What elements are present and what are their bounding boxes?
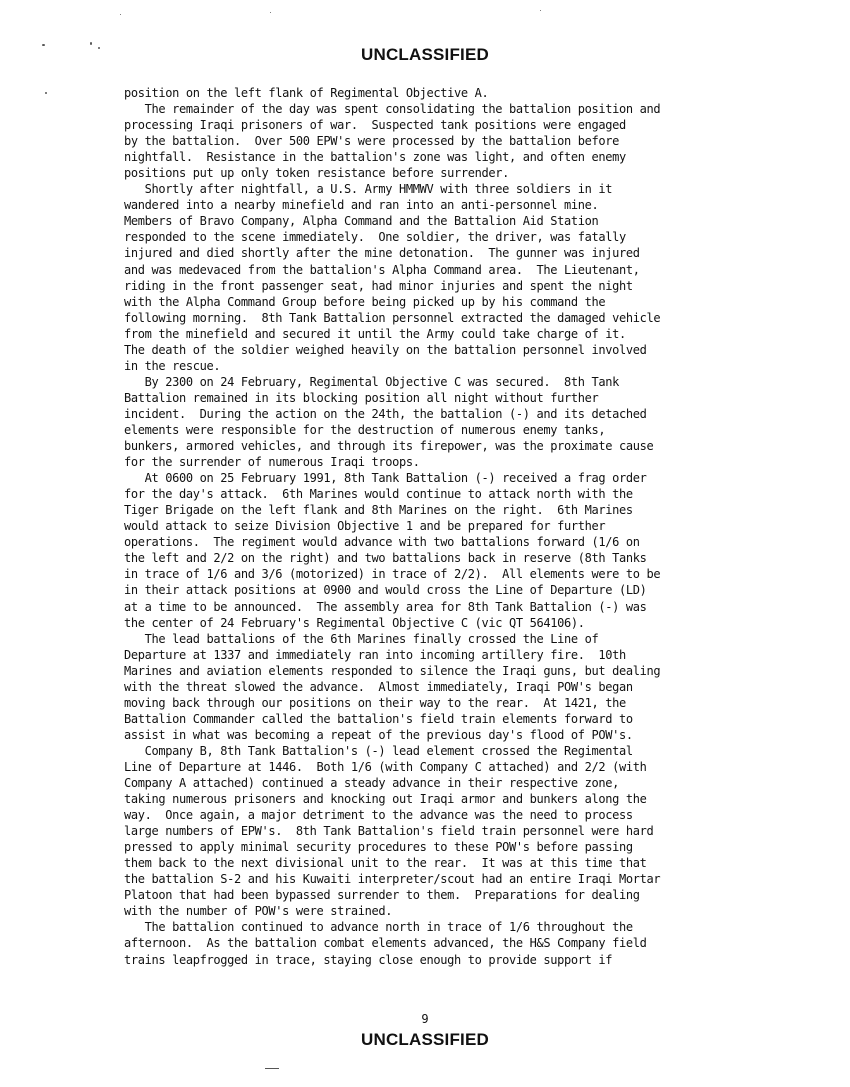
- document-body: [124, 85, 814, 968]
- text-line: Battalion Commander called the battalion's field train elements forward to: [124, 711, 633, 726]
- text-line: Battalion remained in its blocking position all night without further: [124, 390, 599, 405]
- text-line: Departure at 1337 and immediately ran into incoming artillery fire. 10th: [124, 647, 626, 662]
- text-line: the battalion S-2 and his Kuwaiti interpreter/scout had an entire Iraqi Mortar: [124, 872, 661, 887]
- text-line: Marines and aviation elements responded to silence the Iraqi guns, but dealing: [124, 663, 661, 678]
- text-line: the center of 24 February's Regimental Objective C (vic QT 564106).: [124, 615, 585, 630]
- text-line: elements were responsible for the destruction of numerous enemy tanks,: [124, 422, 606, 437]
- text-line: in trace of 1/6 and 3/6 (motorized) in trace of 2/2). All elements were to be: [124, 567, 661, 582]
- text-line: for the day's attack. 6th Marines would continue to attack north with the: [124, 487, 633, 502]
- text-line: following morning. 8th Tank Battalion personnel extracted the damaged vehicle: [124, 310, 661, 325]
- scan-speck: [270, 12, 271, 13]
- text-line: with the Alpha Command Group before being picked up by his command the: [124, 294, 606, 309]
- scan-speck: [45, 92, 47, 94]
- text-line: at a time to be announced. The assembly area for 8th Tank Battalion (-) was: [124, 599, 647, 614]
- text-line: with the number of POW's were strained.: [124, 904, 393, 919]
- text-line: responded to the scene immediately. One soldier, the driver, was fatally: [124, 230, 626, 245]
- text-line: nightfall. Resistance in the battalion's zone was light, and often enemy: [124, 150, 626, 165]
- text-line: positions put up only token resistance before surrender.: [124, 166, 509, 181]
- page-number: 9: [421, 1012, 429, 1026]
- text-line: By 2300 on 24 February, Regimental Objective C was secured. 8th Tank: [124, 374, 619, 389]
- text-line: and was medevaced from the battalion's Alpha Command area. The Lieutenant,: [124, 262, 640, 277]
- text-line: large numbers of EPW's. 8th Tank Battalion's field train personnel were hard: [124, 824, 654, 839]
- text-line: position on the left flank of Regimental Objective A.: [124, 86, 489, 100]
- text-line: taking numerous prisoners and knocking out Iraqi armor and bunkers along the: [124, 792, 647, 807]
- text-line: processing Iraqi prisoners of war. Suspected tank positions were engaged: [124, 118, 626, 133]
- text-line: in the rescue.: [124, 358, 221, 373]
- text-line: Company A attached) continued a steady advance in their respective zone,: [124, 776, 619, 791]
- text-line: The remainder of the day was spent consolidating the battalion position and: [124, 102, 661, 117]
- text-line: At 0600 on 25 February 1991, 8th Tank Battalion (-) received a frag order: [124, 471, 647, 486]
- scan-speck: [98, 47, 100, 49]
- scan-speck: [265, 1068, 279, 1069]
- text-line: riding in the front passenger seat, had minor injuries and spent the night: [124, 278, 633, 293]
- text-line: the left and 2/2 on the right) and two battalions back in reserve (8th Tanks: [124, 551, 647, 566]
- text-line: operations. The regiment would advance with two battalions forward (1/6 on: [124, 535, 640, 550]
- text-line: The death of the soldier weighed heavily on the battalion personnel involved: [124, 342, 647, 357]
- text-line: by the battalion. Over 500 EPW's were processed by the battalion before: [124, 134, 619, 149]
- text-line: injured and died shortly after the mine detonation. The gunner was injured: [124, 246, 640, 261]
- text-line: The lead battalions of the 6th Marines finally crossed the Line of: [124, 631, 599, 646]
- text-line: Company B, 8th Tank Battalion's (-) lead element crossed the Regimental: [124, 743, 633, 758]
- text-line: incident. During the action on the 24th, the battalion (-) and its detached: [124, 406, 647, 421]
- text-line: Shortly after nightfall, a U.S. Army HMMWV with three soldiers in it: [124, 182, 613, 197]
- text-line: trains leapfrogged in trace, staying close enough to provide support if: [124, 952, 613, 967]
- text-line: afternoon. As the battalion combat elements advanced, the H&S Company field: [124, 936, 647, 951]
- text-line: bunkers, armored vehicles, and through its firepower, was the proximate cause: [124, 439, 654, 454]
- text-line: assist in what was becoming a repeat of the previous day's flood of POW's.: [124, 727, 633, 742]
- text-line: from the minefield and secured it until the Army could take charge of it.: [124, 326, 626, 341]
- scan-speck: [540, 10, 541, 11]
- text-line: Members of Bravo Company, Alpha Command and the Battalion Aid Station: [124, 214, 599, 229]
- text-line: Platoon that had been bypassed surrender to them. Preparations for dealing: [124, 888, 640, 903]
- text-line: with the threat slowed the advance. Almost immediately, Iraqi POW's began: [124, 679, 633, 694]
- text-line: them back to the next divisional unit to the rear. It was at this time that: [124, 856, 647, 871]
- text-line: in their attack positions at 0900 and would cross the Line of Departure (LD): [124, 583, 647, 598]
- text-line: for the surrender of numerous Iraqi troops.: [124, 455, 420, 470]
- text-line: wandered into a nearby minefield and ran into an anti-personnel mine.: [124, 198, 599, 213]
- text-line: Tiger Brigade on the left flank and 8th Marines on the right. 6th Marines: [124, 503, 633, 518]
- scan-speck: [42, 44, 45, 46]
- text-line: Line of Departure at 1446. Both 1/6 (with Company C attached) and 2/2 (with: [124, 759, 647, 774]
- scan-speck: [90, 42, 92, 45]
- text-line: pressed to apply minimal security procedures to these POW's before passing: [124, 840, 633, 855]
- scan-speck: [120, 14, 121, 15]
- bottom-classification-marking: UNCLASSIFIED: [360, 1030, 490, 1049]
- top-classification-marking: UNCLASSIFIED: [360, 45, 490, 64]
- text-line: moving back through our positions on their way to the rear. At 1421, the: [124, 695, 626, 710]
- text-line: The battalion continued to advance north in trace of 1/6 throughout the: [124, 920, 633, 935]
- text-line: would attack to seize Division Objective 1 and be prepared for further: [124, 519, 606, 534]
- text-line: way. Once again, a major detriment to the advance was the need to process: [124, 808, 633, 823]
